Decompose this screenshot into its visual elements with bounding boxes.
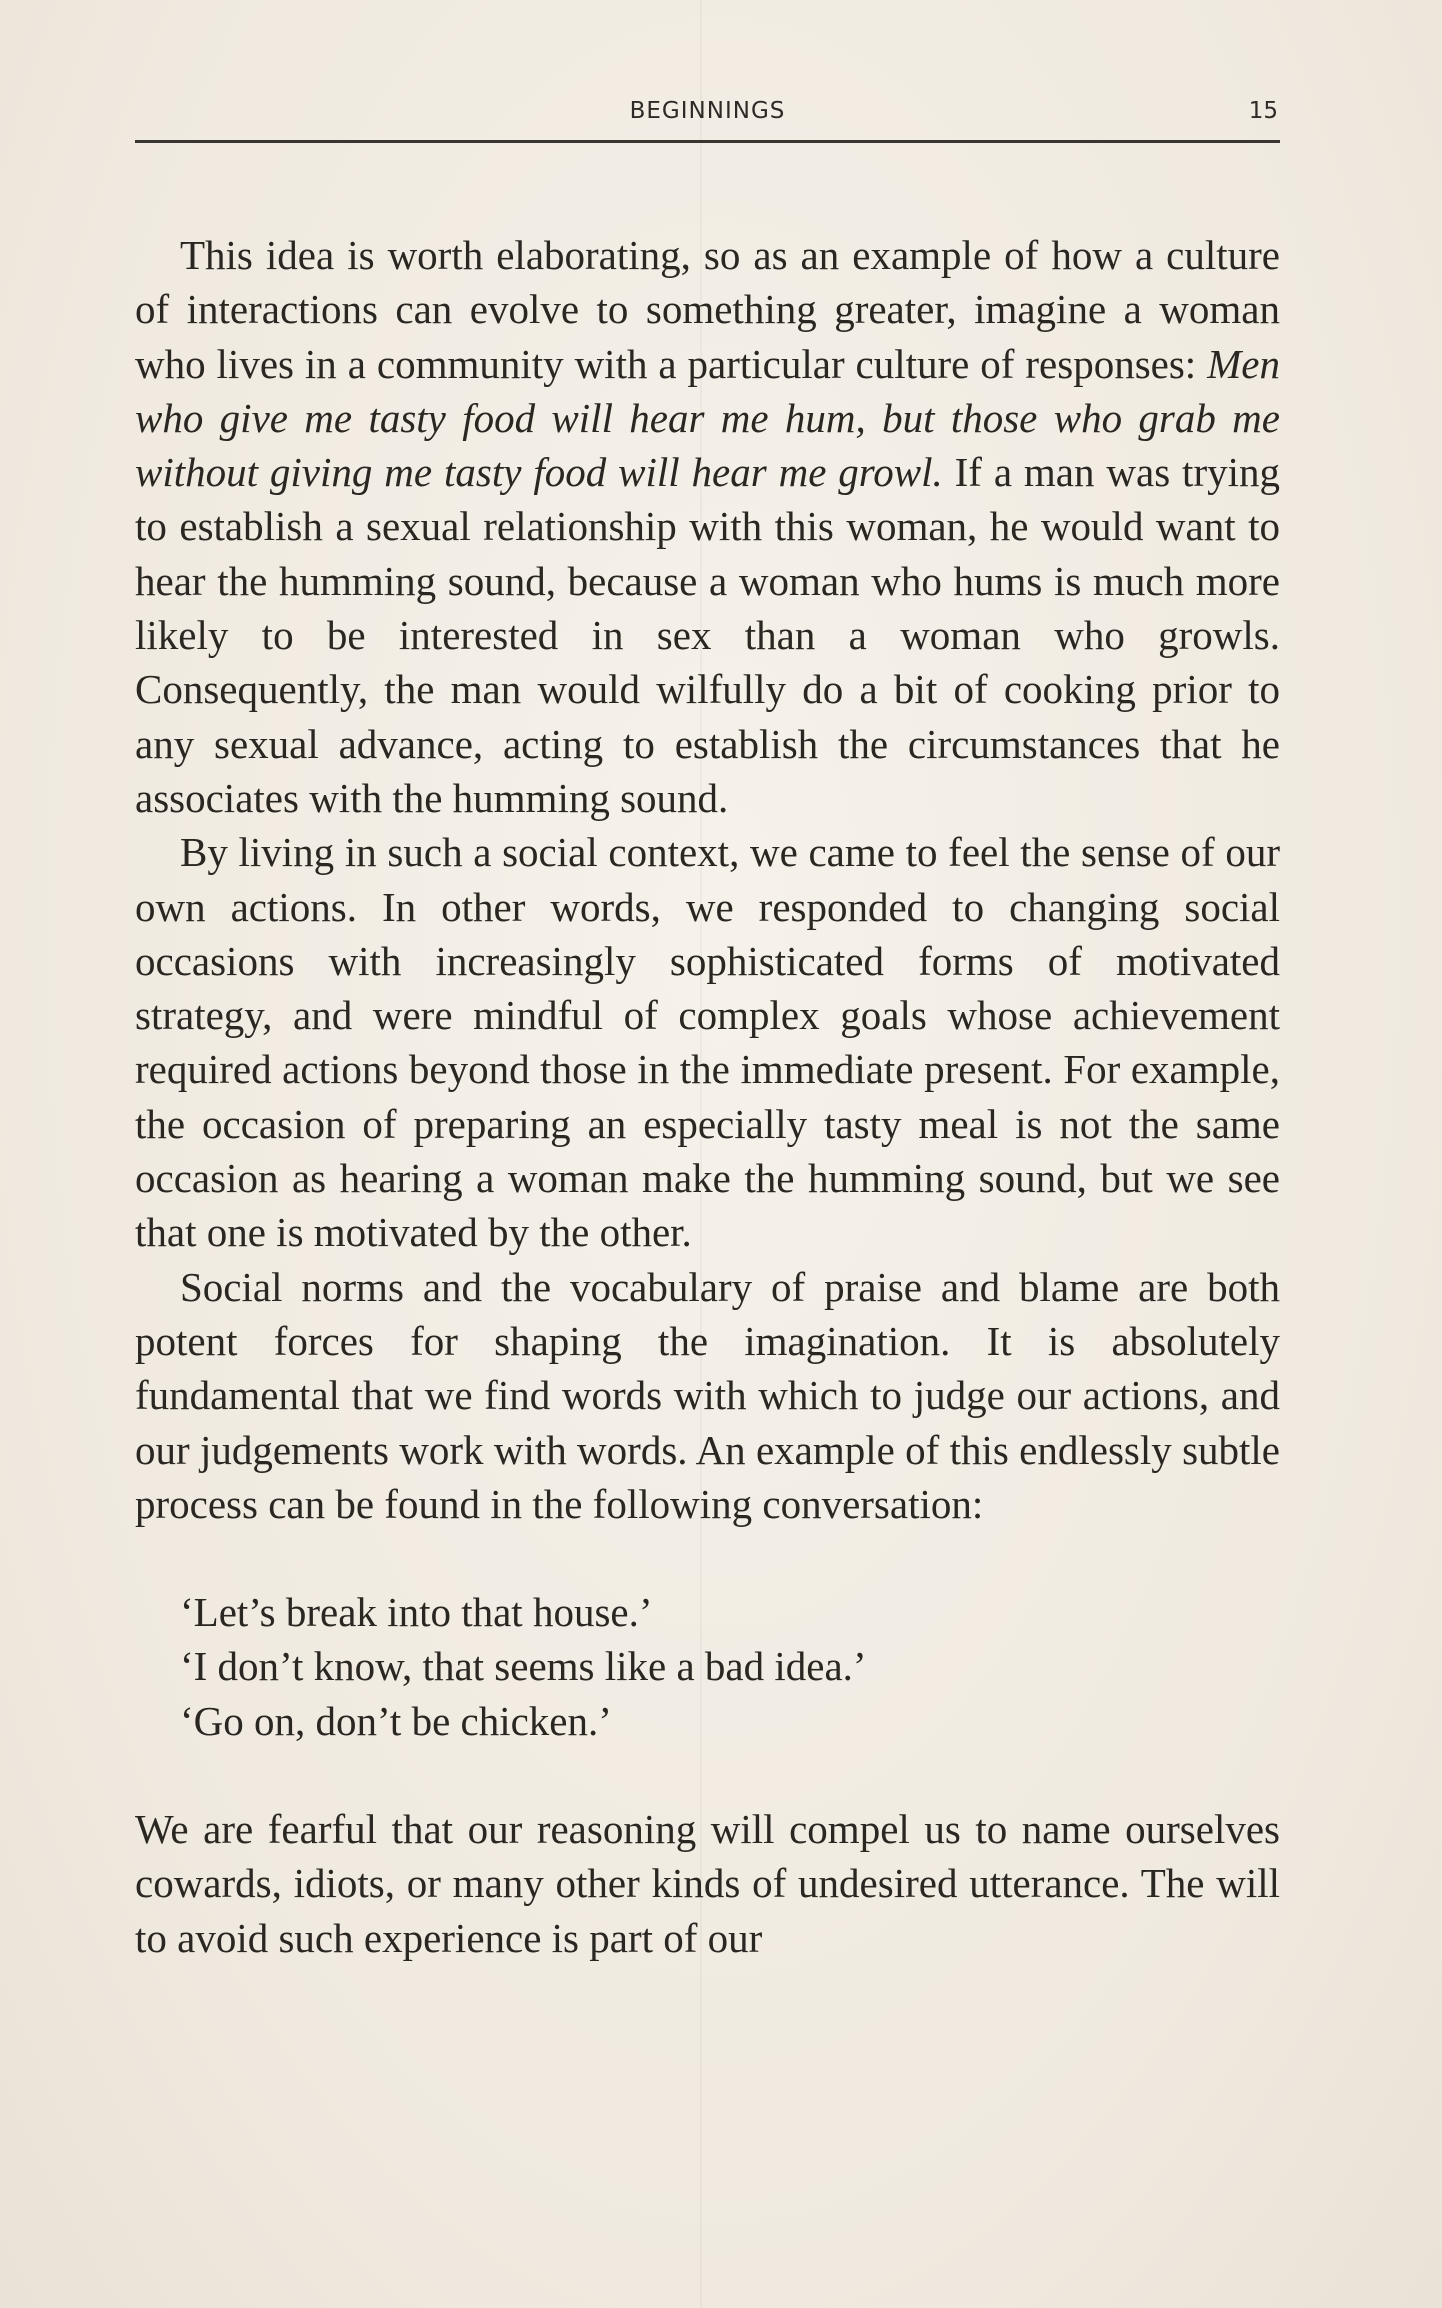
running-head: BEGINNINGS bbox=[629, 98, 786, 124]
paragraph-1-italic-quote: Men who give me tasty food will hear me hum, but those who grab me without giving me tasty food will hear me growl. bbox=[135, 340, 1280, 496]
paragraph-1-text-a: This idea is worth elaborating, so as an example of how a culture of interactions can evolve to something greater, imagine a woman who lives in a community with a particular culture of responses: bbox=[135, 232, 1280, 387]
page-number: 15 bbox=[1248, 98, 1278, 124]
dialogue-line: ‘Go on, don’t be chicken.’ bbox=[180, 1697, 612, 1744]
body-text bbox=[135, 228, 1280, 1965]
dialogue-block bbox=[180, 1585, 1280, 1748]
dialogue-line: ‘I don’t know, that seems like a bad idea.’ bbox=[180, 1643, 867, 1690]
paragraph-2: By living in such a social context, we came to feel the sense of our own actions. In other words, we responded to changing social occasions with increasingly sophisticated forms of motivated strategy, and were mindful of complex goals whose achievement required actions beyond those in the immediate present. For example, the occasion of preparing an especially tasty meal is not the same occasion as hearing a woman make the humming sound, but we see that one is motivated by the other. bbox=[135, 829, 1280, 1256]
paragraph-1-text-b: If a man was trying to establish a sexual relationship with this woman, he would want to hear the humming sound, because a woman who hums is much more likely to be interested in sex than a woman who growls. Consequently, the man would wilfully do a bit of cooking prior to any sexual advance, acting to establish the circumstances that he associates with the humming sound. bbox=[135, 449, 1280, 821]
paragraph-4: We are fearful that our reasoning will compel us to name ourselves cowards, idiots, or many other kinds of undesired utterance. The will to avoid such experience is part of our bbox=[135, 1806, 1280, 1961]
page-header bbox=[135, 96, 1280, 143]
paragraph-1 bbox=[135, 228, 1280, 825]
paragraph-3: Social norms and the vocabulary of praise and blame are both potent forces for shaping the imagination. It is absolutely fundamental that we find words with which to judge our actions, and our judgements work with words. An example of this endlessly subtle process can be found in the following conversation: bbox=[135, 1263, 1280, 1527]
dialogue-line: ‘Let’s break into that house.’ bbox=[180, 1589, 653, 1636]
